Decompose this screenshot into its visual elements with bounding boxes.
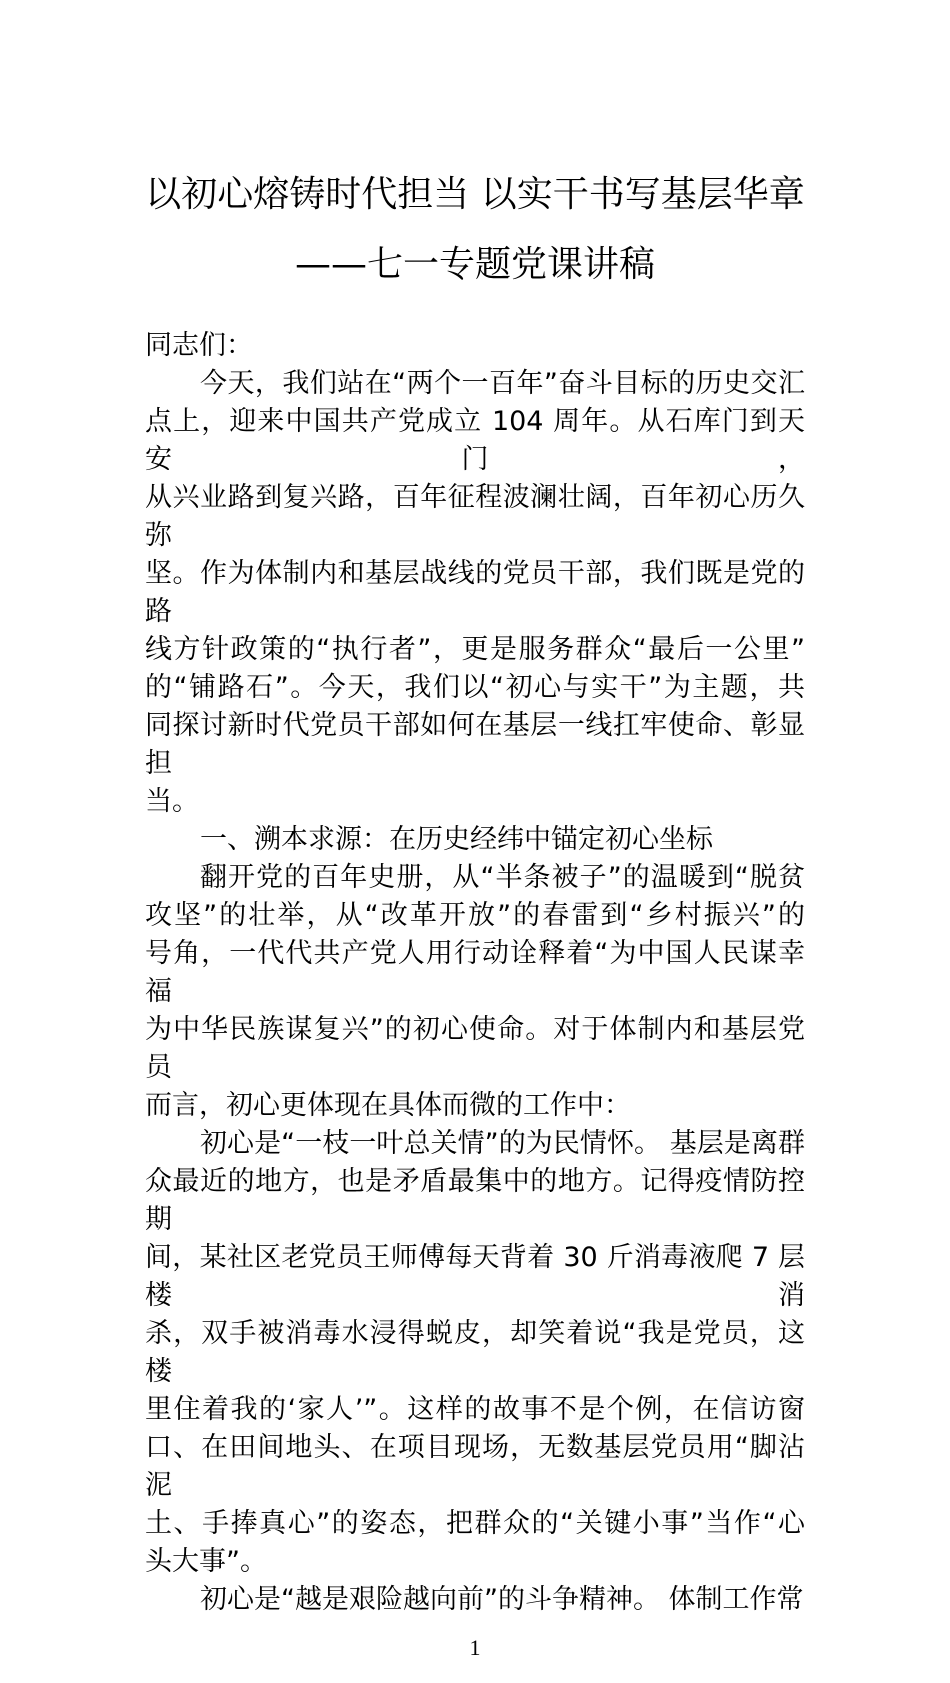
text-line: 杀，双手被消毒水浸得蜕皮，却笑着说“我是党员，这楼 xyxy=(145,1318,805,1387)
text-line: 间，某社区老党员王师傅每天背着 30 斤消毒液爬 7 层楼消 xyxy=(145,1242,805,1311)
text-line: 今天，我们站在“两个一百年”奋斗目标的历史交汇 xyxy=(200,368,805,399)
text-line: 初心是“越是艰险越向前”的斗争精神。 体制工作常 xyxy=(200,1584,804,1615)
paragraph xyxy=(145,859,805,1125)
paragraph xyxy=(145,1581,805,1619)
text-line: 而言，初心更体现在具体而微的工作中： xyxy=(145,1090,631,1121)
text-line: 里住着我的‘家人’”。这样的故事不是个例，在信访窗 xyxy=(145,1394,805,1425)
text-line: 一、溯本求源：在历史经纬中锚定初心坐标 xyxy=(200,824,713,855)
text-line: 线方针政策的“执行者”，更是服务群众“最后一公里” xyxy=(145,634,805,665)
paragraph xyxy=(145,365,805,821)
text-line: 当。 xyxy=(145,786,199,817)
text-line: 的“铺路石”。今天，我们以“初心与实干”为主题，共 xyxy=(145,672,805,703)
text-line: 号角，一代代共产党人用行动诠释着“为中国人民谋幸福 xyxy=(145,938,805,1007)
text-line: 土、手捧真心”的姿态，把群众的“关键小事”当作“心 xyxy=(145,1508,805,1539)
text-line: 同探讨新时代党员干部如何在基层一线扛牢使命、彰显担 xyxy=(145,710,805,779)
paragraph xyxy=(145,821,805,859)
document-subtitle: ——七一专题党课讲稿 xyxy=(294,244,655,285)
page-number: 1 xyxy=(469,1635,481,1660)
document-body xyxy=(145,327,805,1619)
text-line: 众最近的地方，也是矛盾最集中的地方。记得疫情防控期 xyxy=(145,1166,805,1235)
paragraph xyxy=(145,1125,805,1581)
document-title: 以初心熔铸时代担当 以实干书写基层华章 xyxy=(145,174,805,215)
text-line: 同志们： xyxy=(145,330,253,361)
paragraph xyxy=(145,327,805,365)
text-line: 初心是“一枝一叶总关情”的为民情怀。 基层是离群 xyxy=(200,1128,805,1159)
text-line: 头大事”。 xyxy=(145,1546,267,1577)
text-line: 坚。作为体制内和基层战线的党员干部，我们既是党的路 xyxy=(145,558,805,627)
text-line: 攻坚”的壮举，从“改革开放”的春雷到“乡村振兴”的 xyxy=(145,900,805,931)
text-line: 点上，迎来中国共产党成立 104 周年。从石库门到天安门， xyxy=(145,406,805,475)
text-line: 口、在田间地头、在项目现场，无数基层党员用“脚沾泥 xyxy=(145,1432,805,1501)
text-line: 为中华民族谋复兴”的初心使命。对于体制内和基层党员 xyxy=(145,1014,805,1083)
text-line: 从兴业路到复兴路，百年征程波澜壮阔，百年初心历久弥 xyxy=(145,482,805,551)
text-line: 翻开党的百年史册，从“半条被子”的温暖到“脱贫 xyxy=(200,862,805,893)
